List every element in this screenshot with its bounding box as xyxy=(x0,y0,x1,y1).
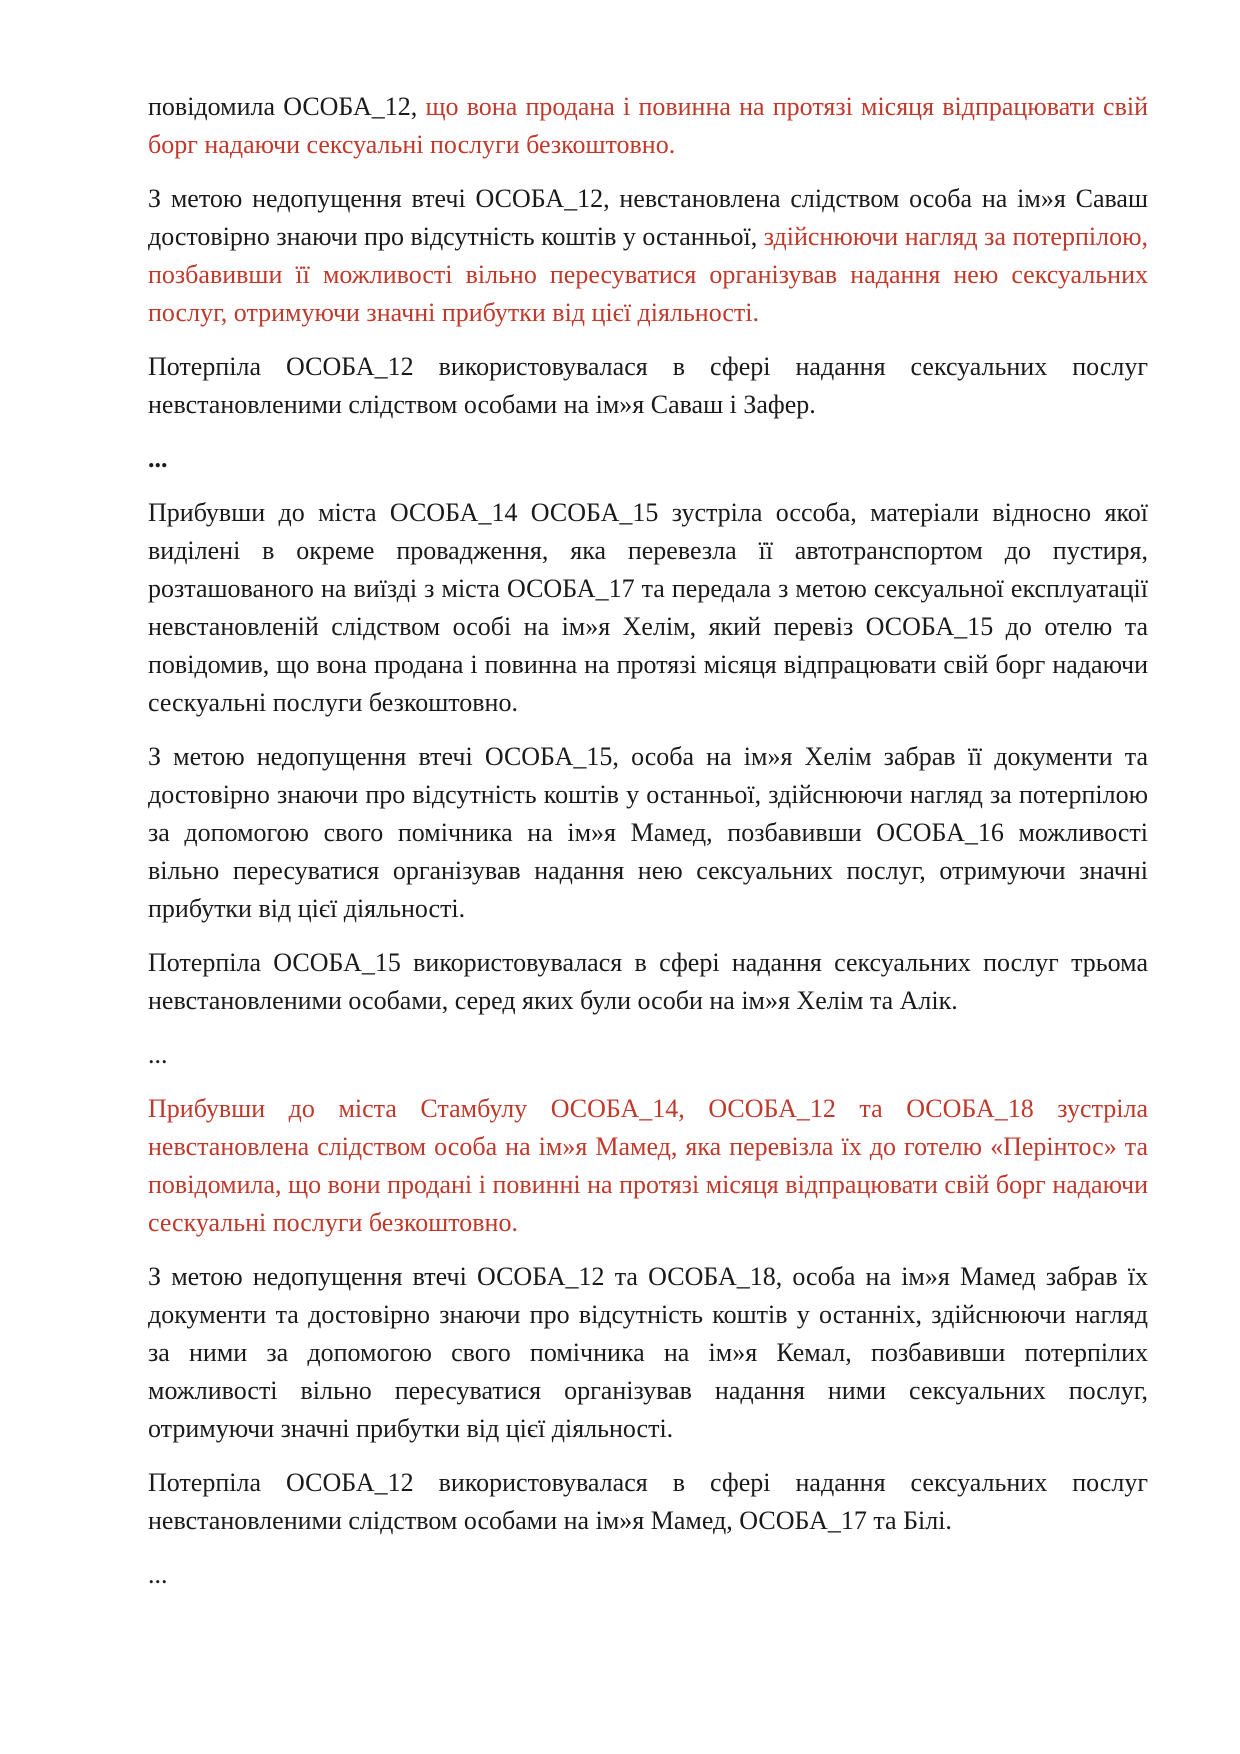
ellipsis-separator: ... xyxy=(148,444,168,473)
body-text: З метою недопущення втечі ОСОБА_12, невстановлена слідством особа на ім»я Саваш достовірно знаючи про відсутність коштів у останньої, xyxy=(148,184,1148,251)
paragraph xyxy=(148,180,1148,332)
paragraph xyxy=(148,348,1148,424)
body-text: Прибувши до міста ОСОБА_14 ОСОБА_15 зустріла оссоба, матеріали відносно якої виділені в окреме провадження, яка перевезла її автотранспортом до пустиря, розташованого на виїзді з міста ОСОБА_17 та передала з метою сексуальної експлуатації невстановленій слідством особі на ім»я Хелім, який перевіз ОСОБА_15 до отелю та повідомив, що вона продана і повинна на протязі місяця відпрацювати свій борг надаючи сескуальні послуги безкоштовно. xyxy=(148,498,1148,717)
paragraph xyxy=(148,944,1148,1020)
highlighted-text: що вона продана і повинна на протязі місяця відпрацювати свій борг надаючи сексуальні послуги безкоштовно. xyxy=(148,92,1148,159)
body-text: З метою недопущення втечі ОСОБА_15, особа на ім»я Хелім забрав її документи та достовірно знаючи про відсутність коштів у останньої, здійснюючи нагляд за потерпілою за допомогою свого помічника на ім»я Мамед, позбавивши ОСОБА_16 можливості вільно пересуватися організував надання нею сексуальних послуг, отримуючи значні прибутки від цієї діяльності. xyxy=(148,742,1148,923)
highlighted-text: Прибувши до міста Стамбулу ОСОБА_14, ОСОБА_12 та ОСОБА_18 зустріла невстановлена слідством особа на ім»я Мамед, яка перевізла їх до готелю «Перінтос» та повідомила, що вони продані і повинні на протязі місяця відпрацювати свій борг надаючи сескуальні послуги безкоштовно. xyxy=(148,1094,1148,1237)
ellipsis-separator: ... xyxy=(148,1040,168,1069)
body-text: Потерпіла ОСОБА_15 використовувалася в сфері надання сексуальних послуг трьома невстановленими особами, серед яких були особи на ім»я Хелім та Алік. xyxy=(148,948,1148,1015)
body-text: Потерпіла ОСОБА_12 використовувалася в сфері надання сексуальних послуг невстановленими слідством особами на ім»я Саваш і Зафер. xyxy=(148,352,1148,419)
ellipsis-separator: ... xyxy=(148,1560,168,1589)
paragraph xyxy=(148,1090,1148,1242)
body-text: З метою недопущення втечі ОСОБА_12 та ОСОБА_18, особа на ім»я Мамед забрав їх документи та достовірно знаючи про відсутність коштів у останніх, здійснюючи нагляд за ними за допомогою свого помічника на ім»я Кемал, позбавивши потерпілих можливості вільно пересуватися організував надання ними сексуальних послуг, отримуючи значні прибутки від цієї діяльності. xyxy=(148,1262,1148,1443)
paragraph xyxy=(148,88,1148,164)
paragraph xyxy=(148,494,1148,722)
paragraph xyxy=(148,738,1148,928)
paragraph xyxy=(148,1464,1148,1540)
body-text: повідомила ОСОБА_12, xyxy=(148,92,426,121)
body-text: Потерпіла ОСОБА_12 використовувалася в сфері надання сексуальних послуг невстановленими слідством особами на ім»я Мамед, ОСОБА_17 та Білі. xyxy=(148,1468,1148,1535)
document-body xyxy=(148,88,1148,1610)
paragraph xyxy=(148,1258,1148,1448)
highlighted-text: здійснюючи нагляд за потерпілою, позбавивши її можливості вільно пересуватися організував надання нею сексуальних послуг, отримуючи значні прибутки від цієї діяльності. xyxy=(148,222,1149,327)
